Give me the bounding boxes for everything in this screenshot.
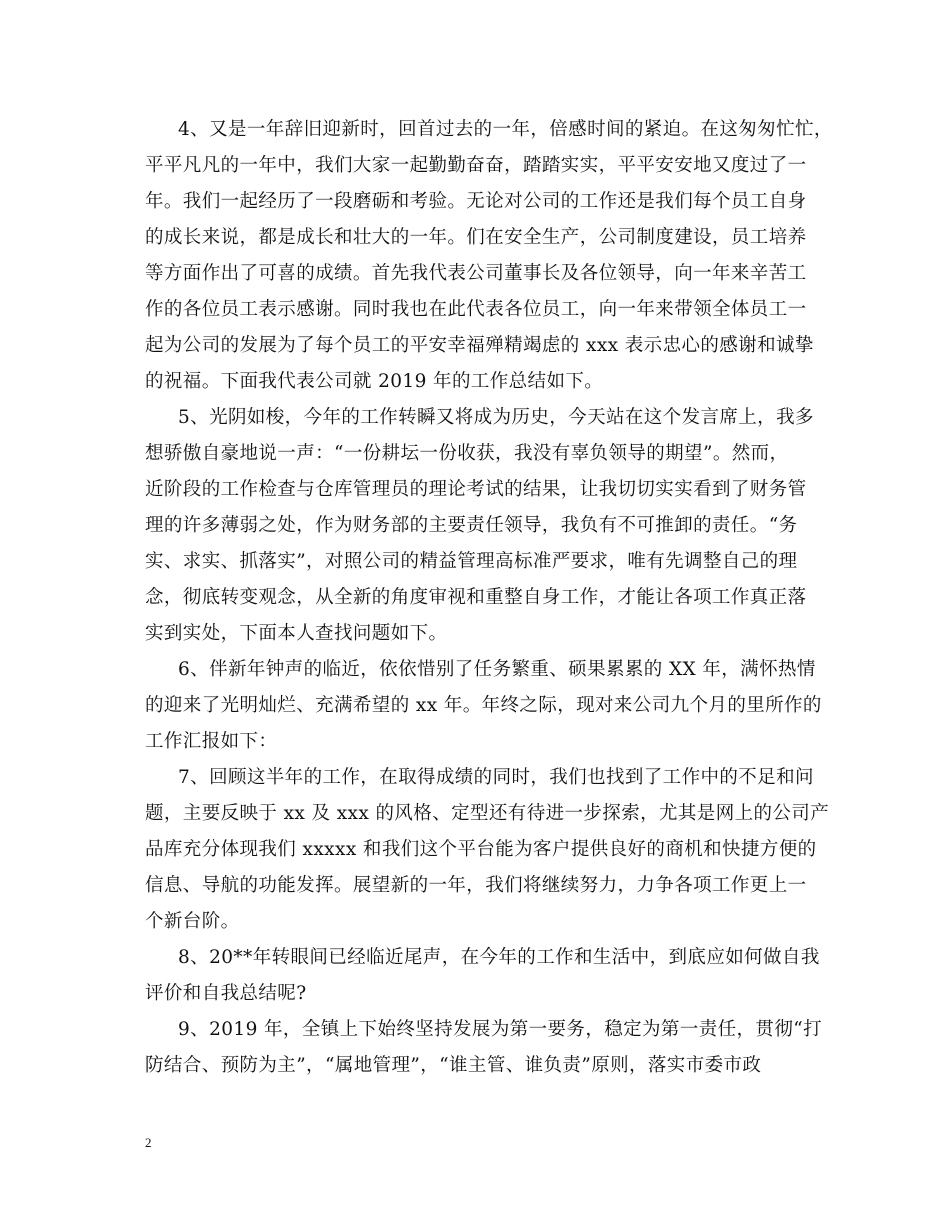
text-line: 信息、导航的功能发挥。展望新的一年，我们将继续努力，力争各项工作更上一 [145,875,807,896]
text-line: 评价和自我总结呢? [145,983,307,1004]
text-line: 的迎来了光明灿烂、充满希望的 xx 年。年终之际，现对来公司九个月的里所作的 [145,695,822,716]
text-line: 理的许多薄弱之处，作为财务部的主要责任领导，我负有不可推卸的责任。“务 [145,515,798,536]
text-line: 念，彻底转变观念，从全新的角度审视和重整自身工作，才能让各项工作真正落 [145,587,807,608]
text-line: 4、又是一年辞旧迎新时，回首过去的一年，倍感时间的紧迫。在这匆匆忙忙， [178,119,833,140]
text-line: 品库充分体现我们 xxxxx 和我们这个平台能为客户提供良好的商机和快捷方便的 [145,839,817,860]
text-line: 作的各位员工表示感谢。同时我也在此代表各位员工，向一年来带领全体员工一 [145,299,807,320]
text-line: 的祝福。下面我代表公司就 2019 年的工作总结如下。 [145,371,604,392]
text-line: 想骄傲自豪地说一声：“一份耕坛一份收获，我没有辜负领导的期望”。然而， [145,443,789,464]
text-line: 5、光阴如梭，今年的工作转瞬又将成为历史，今天站在这个发言席上，我多 [178,407,814,428]
text-line: 平平凡凡的一年中，我们大家一起勤勤奋奋，踏踏实实，平平安安地又度过了一 [145,155,807,176]
text-line: 的成长来说，都是成长和壮大的一年。们在安全生产，公司制度建设，员工培养 [145,227,807,248]
text-line: 工作汇报如下： [145,731,278,752]
text-line: 9、2019 年，全镇上下始终坚持发展为第一要务，稳定为第一责任，贯彻“打 [178,1019,822,1040]
text-line: 题，主要反映于 xx 及 xxx 的风格、定型还有待进一步探索，尤其是网上的公司产 [145,803,830,824]
text-line: 实到实处，下面本人查找问题如下。 [145,623,448,644]
text-line: 近阶段的工作检查与仓库管理员的理论考试的结果，让我切切实实看到了财务管 [145,479,807,500]
text-line: 实、求实、抓落实”，对照公司的精益管理高标准严要求，唯有先调整自己的理 [145,551,798,572]
text-line: 6、伴新年钟声的临近，依依惜别了任务繁重、硕果累累的 XX 年，满怀热情 [178,659,816,680]
text-line: 个新台阶。 [145,911,240,932]
text-line: 防结合、预防为主”，“属地管理”，“谁主管、谁负责”原则，落实市委市政 [145,1055,762,1076]
text-line: 7、回顾这半年的工作，在取得成绩的同时，我们也找到了工作中的不足和问 [178,767,814,788]
text-line: 等方面作出了可喜的成绩。首先我代表公司董事长及各位领导，向一年来辛苦工 [145,263,807,284]
text-line: 8、20**年转眼间已经临近尾声，在今年的工作和生活中，到底应如何做自我 [178,947,820,968]
text-line: 起为公司的发展为了每个员工的平安幸福殚精竭虑的 xxx 表示忠心的感谢和诚挚 [145,335,814,356]
text-line: 年。我们一起经历了一段磨砺和考验。无论对公司的工作还是我们每个员工自身 [145,191,807,212]
page-number: 2 [145,1135,152,1150]
